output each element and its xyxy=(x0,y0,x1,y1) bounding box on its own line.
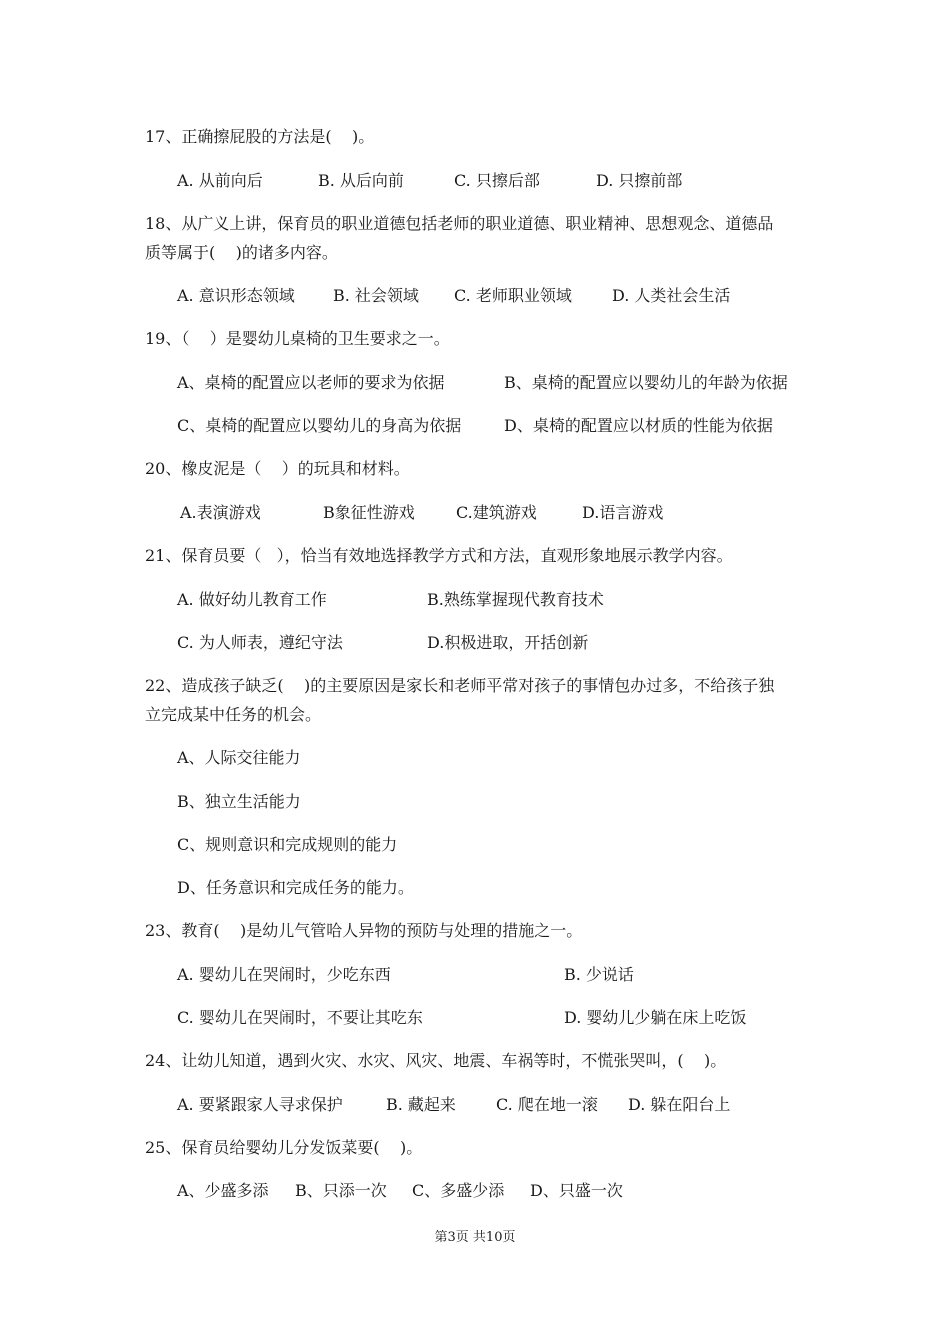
question-17-option-d: D. 只擦前部 xyxy=(596,171,683,190)
question-19-option-d: D、桌椅的配置应以材质的性能为依据 xyxy=(504,416,773,435)
question-20-option-b: B象征性游戏 xyxy=(323,503,415,522)
question-17-option-b: B. 从后向前 xyxy=(318,171,404,190)
question-21-option-b: B.熟练掌握现代教育技术 xyxy=(427,590,604,609)
question-18-option-d: D. 人类社会生活 xyxy=(612,286,731,305)
question-19-stem: 19、（ ）是婴幼儿桌椅的卫生要求之一。 xyxy=(145,329,450,348)
question-22-stem-line1: 22、造成孩子缺乏( )的主要原因是家长和老师平常对孩子的事情包办过多，不给孩子独 xyxy=(145,676,775,695)
question-18-option-c: C. 老师职业领域 xyxy=(454,286,572,305)
question-20-option-c: C.建筑游戏 xyxy=(456,503,537,522)
question-20-option-d: D.语言游戏 xyxy=(582,503,664,522)
question-25-option-c: C、多盛少添 xyxy=(412,1181,505,1200)
question-22-option-c: C、规则意识和完成规则的能力 xyxy=(177,835,398,854)
page-number-footer: 第3页 共10页 xyxy=(434,1230,516,1245)
question-22-option-b: B、独立生活能力 xyxy=(177,792,301,811)
question-25-option-b: B、只添一次 xyxy=(295,1181,387,1200)
question-19-option-b: B、桌椅的配置应以婴幼儿的年龄为依据 xyxy=(504,373,788,392)
question-23-option-c: C. 婴幼儿在哭闹时，不要让其吃东 xyxy=(177,1008,423,1027)
question-22-option-d: D、任务意识和完成任务的能力。 xyxy=(177,878,414,897)
question-17-option-c: C. 只擦后部 xyxy=(454,171,540,190)
question-20-option-a: A.表演游戏 xyxy=(180,503,261,522)
question-21-stem: 21、保育员要（ ），恰当有效地选择教学方式和方法，直观形象地展示教学内容。 xyxy=(145,546,733,565)
question-18-option-b: B. 社会领域 xyxy=(333,286,419,305)
question-24-option-a: A. 要紧跟家人寻求保护 xyxy=(177,1095,343,1114)
question-18-option-a: A. 意识形态领域 xyxy=(177,286,295,305)
question-20-stem: 20、橡皮泥是（ ）的玩具和材料。 xyxy=(145,459,410,478)
question-24-stem: 24、让幼儿知道，遇到火灾、水灾、风灾、地震、车祸等时，不慌张哭叫，( )。 xyxy=(145,1051,727,1070)
question-23-stem: 23、教育( )是幼儿气管哈人异物的预防与处理的措施之一。 xyxy=(145,921,583,940)
question-17-option-a: A. 从前向后 xyxy=(177,171,263,190)
question-23-option-b: B. 少说话 xyxy=(564,965,634,984)
question-18-stem-line1: 18、从广义上讲，保育员的职业道德包括老师的职业道德、职业精神、思想观念、道德品 xyxy=(145,214,774,233)
question-17-stem: 17、正确擦屁股的方法是( )。 xyxy=(145,127,375,146)
question-23-option-a: A. 婴幼儿在哭闹时，少吃东西 xyxy=(177,965,391,984)
question-24-option-d: D. 躲在阳台上 xyxy=(628,1095,731,1114)
question-25-option-a: A、少盛多添 xyxy=(177,1181,269,1200)
question-21-option-a: A. 做好幼儿教育工作 xyxy=(177,590,327,609)
question-24-option-b: B. 藏起来 xyxy=(386,1095,456,1114)
question-21-option-c: C. 为人师表，遵纪守法 xyxy=(177,633,343,652)
question-25-stem: 25、保育员给婴幼儿分发饭菜要( )。 xyxy=(145,1138,423,1157)
question-25-option-d: D、只盛一次 xyxy=(530,1181,623,1200)
question-24-option-c: C. 爬在地一滚 xyxy=(496,1095,598,1114)
question-21-option-d: D.积极进取，开括创新 xyxy=(427,633,589,652)
question-19-option-c: C、桌椅的配置应以婴幼儿的身高为依据 xyxy=(177,416,462,435)
question-18-stem-line2: 质等属于( )的诸多内容。 xyxy=(145,243,338,262)
question-23-option-d: D. 婴幼儿少躺在床上吃饭 xyxy=(564,1008,747,1027)
question-19-option-a: A、桌椅的配置应以老师的要求为依据 xyxy=(177,373,445,392)
question-22-option-a: A、人际交往能力 xyxy=(177,748,301,767)
question-22-stem-line2: 立完成某中任务的机会。 xyxy=(145,705,322,724)
